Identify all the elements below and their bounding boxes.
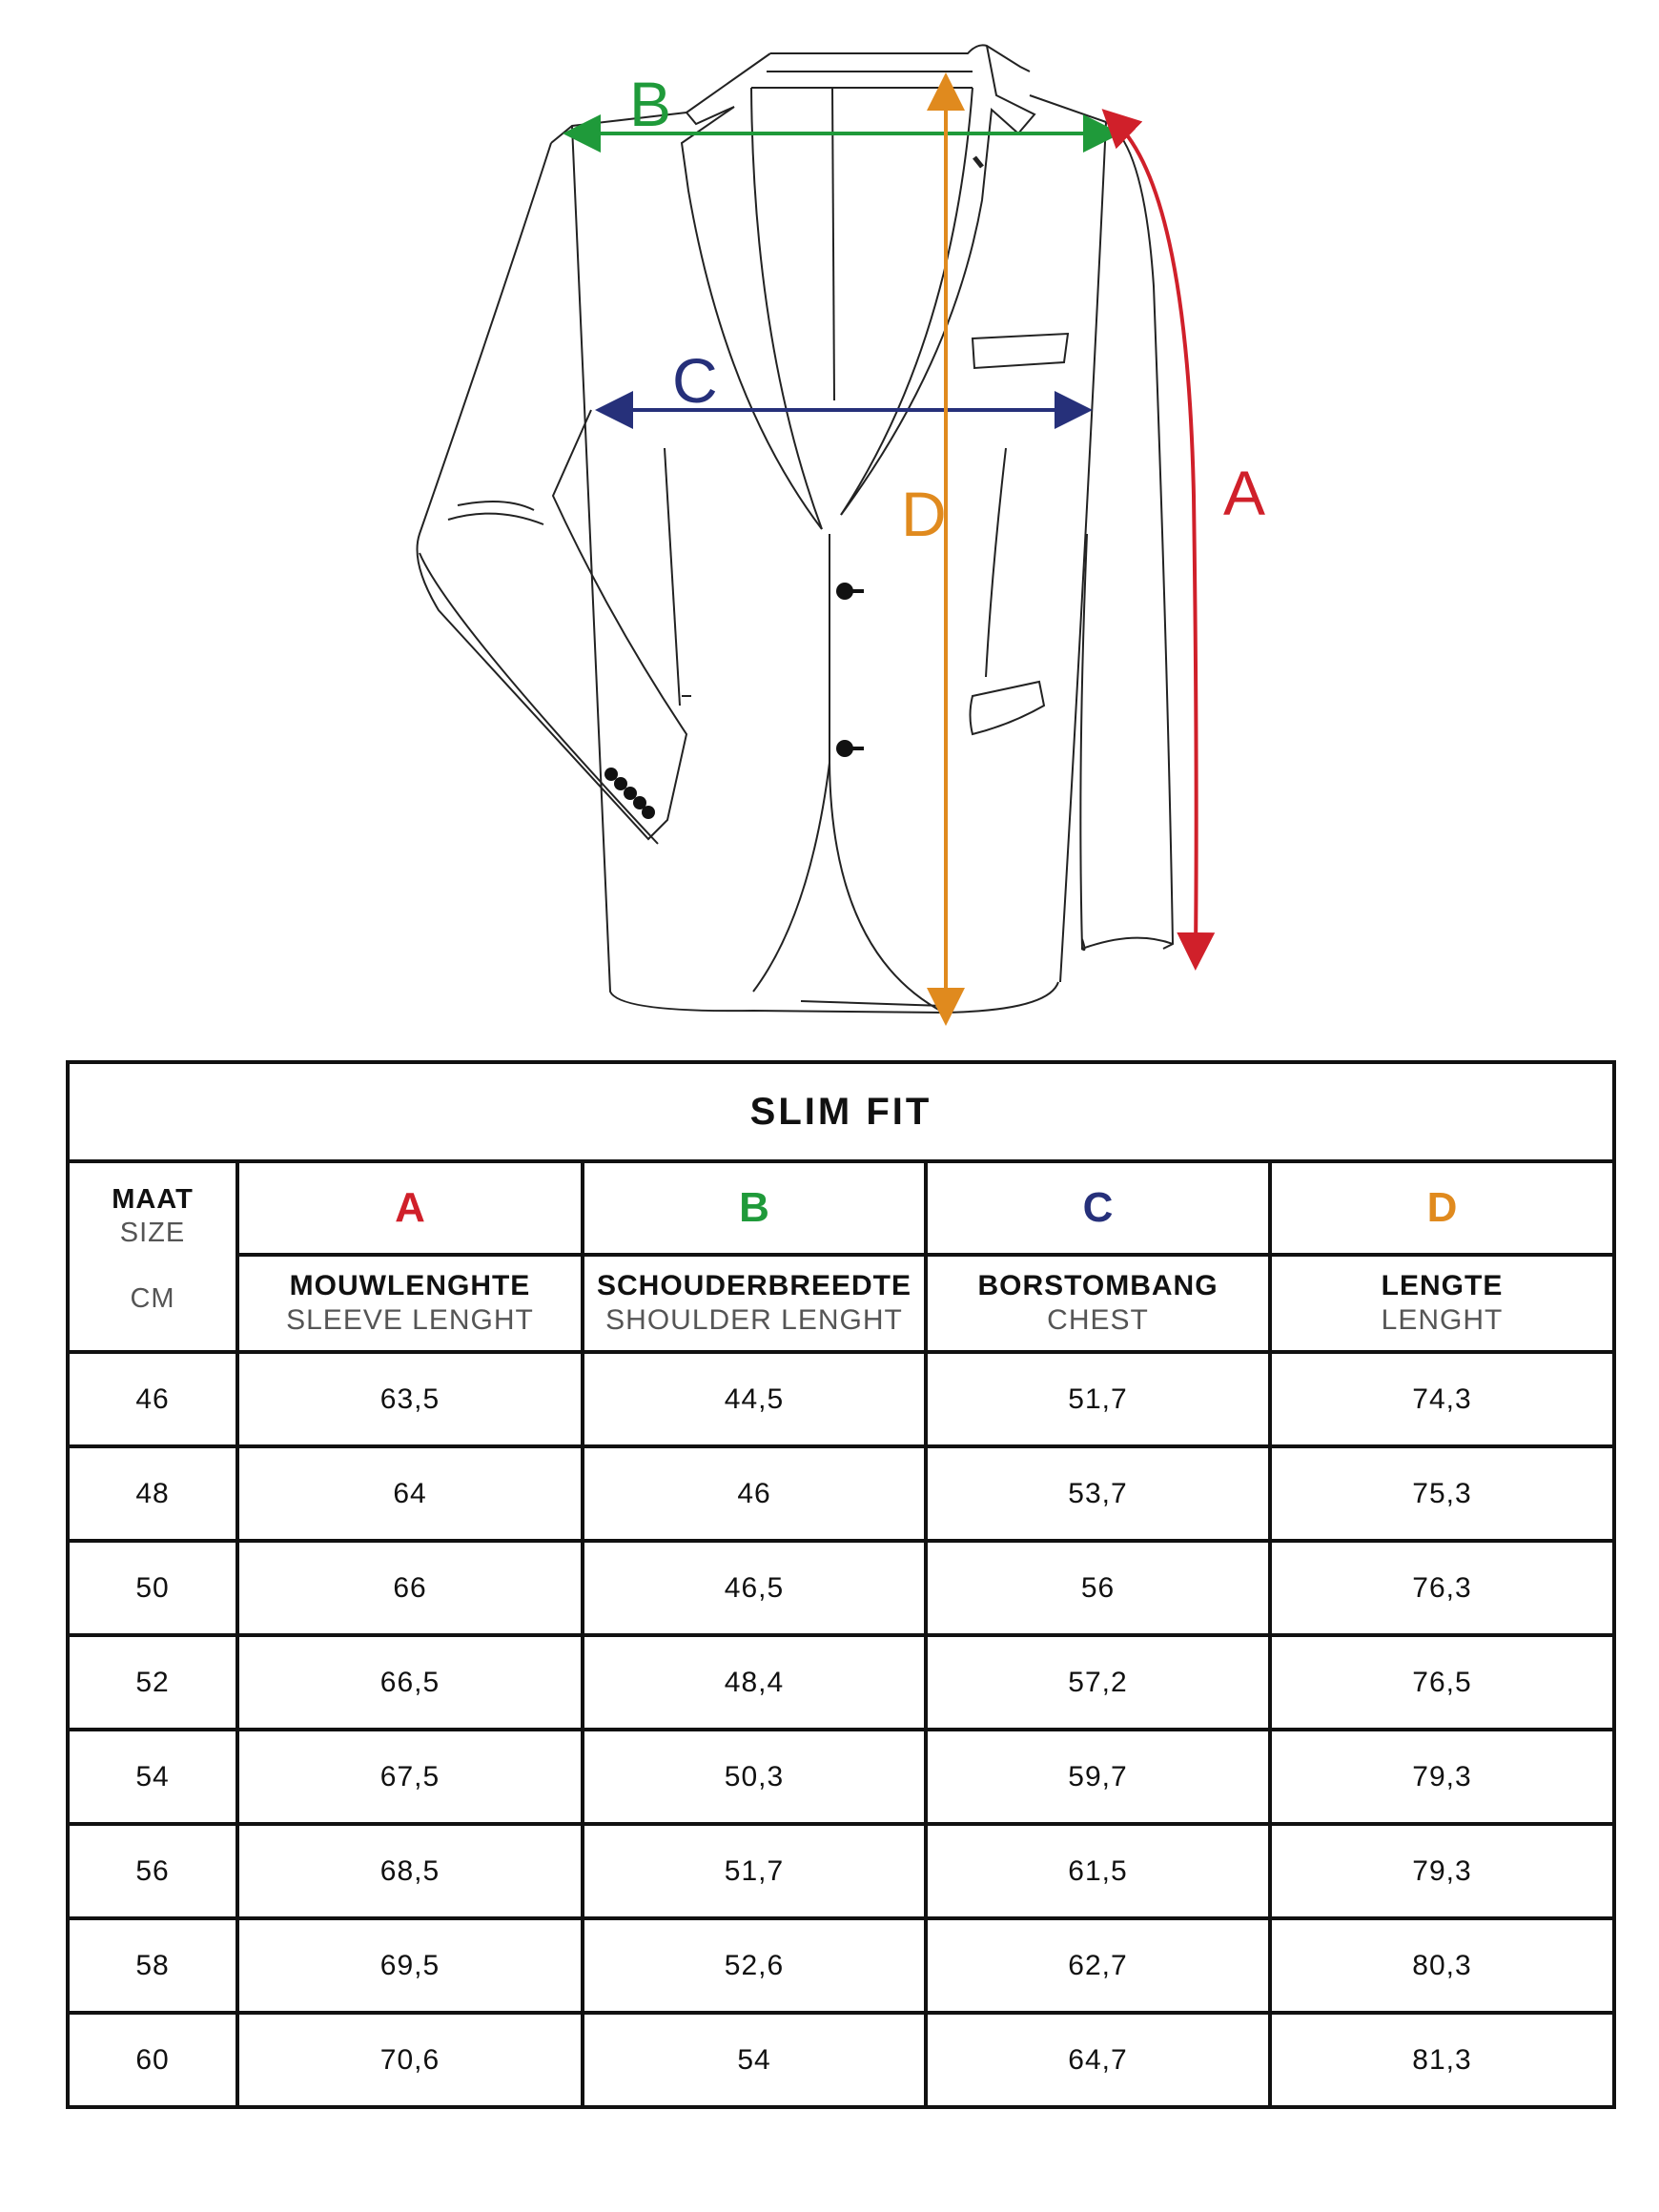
- table-row: [70, 1543, 1612, 1637]
- chest-value: 56: [1080, 1571, 1116, 1604]
- table-header: [70, 1163, 1612, 1354]
- column-d-label-nl: LENGTE: [1381, 1270, 1504, 1301]
- column-b-label-nl: SCHOUDERBREEDTE: [596, 1270, 912, 1301]
- jacket-outline: [418, 45, 1174, 1013]
- size-column-header: [70, 1163, 239, 1350]
- measurement-letters-row: [239, 1163, 1612, 1257]
- length-value: 79,3: [1412, 1760, 1472, 1792]
- length-value: 74,3: [1412, 1382, 1472, 1415]
- sleeve-value: 64: [393, 1477, 427, 1509]
- shoulder-value: 46: [737, 1477, 771, 1509]
- shoulder-value: 48,4: [724, 1666, 785, 1698]
- table-row: [70, 1637, 1612, 1731]
- size-value: 56: [135, 1854, 170, 1887]
- measurement-labels-row: [239, 1257, 1612, 1350]
- column-b-header: [584, 1257, 928, 1350]
- column-b-letter-cell: [584, 1163, 928, 1253]
- shoulder-value: 52,6: [724, 1949, 785, 1981]
- table-row: [70, 2015, 1612, 2105]
- column-a-label-nl: MOUWLENGHTE: [289, 1270, 531, 1301]
- chest-value: 53,7: [1068, 1477, 1128, 1509]
- label-b: B: [629, 69, 672, 139]
- sleeve-value: 67,5: [379, 1760, 440, 1792]
- column-c-header: [928, 1257, 1272, 1350]
- sleeve-value: 66: [393, 1571, 427, 1604]
- size-value: 58: [135, 1949, 170, 1981]
- size-value: 60: [135, 2043, 170, 2076]
- column-d-header: [1272, 1257, 1612, 1350]
- jacket-measurement-diagram: [0, 0, 1659, 1030]
- sleeve-value: 63,5: [379, 1382, 440, 1415]
- length-value: 80,3: [1412, 1949, 1472, 1981]
- shoulder-value: 50,3: [724, 1760, 785, 1792]
- length-value: 79,3: [1412, 1854, 1472, 1887]
- size-value: 48: [135, 1477, 170, 1509]
- chest-value: 59,7: [1068, 1760, 1128, 1792]
- size-header-en: SIZE: [119, 1218, 186, 1248]
- size-value: 54: [135, 1760, 170, 1792]
- sleeve-arrow: [1116, 122, 1197, 952]
- column-d-label-en: LENGHT: [1381, 1304, 1504, 1336]
- shoulder-value: 46,5: [724, 1571, 785, 1604]
- chest-value: 61,5: [1068, 1854, 1128, 1887]
- column-a-label-en: SLEEVE LENGHT: [286, 1304, 534, 1336]
- sleeve-value: 68,5: [379, 1854, 440, 1887]
- table-title: SLIM FIT: [749, 1090, 932, 1133]
- chest-value: 62,7: [1068, 1949, 1128, 1981]
- table-title-row: [70, 1064, 1612, 1163]
- chest-value: 64,7: [1068, 2043, 1128, 2076]
- table-row: [70, 1731, 1612, 1826]
- shoulder-value: 51,7: [724, 1854, 785, 1887]
- shoulder-value: 44,5: [724, 1382, 785, 1415]
- shoulder-value: 54: [737, 2043, 771, 2076]
- sleeve-value: 69,5: [379, 1949, 440, 1981]
- size-header-unit: CM: [130, 1283, 175, 1314]
- column-c-letter: C: [1082, 1184, 1114, 1231]
- size-value: 52: [135, 1666, 170, 1698]
- jacket-buttons: [604, 583, 864, 819]
- size-value: 46: [135, 1382, 170, 1415]
- column-b-letter: B: [739, 1184, 769, 1231]
- column-d-letter: D: [1426, 1184, 1458, 1231]
- column-a-header: [239, 1257, 584, 1350]
- size-header-nl: MAAT: [112, 1184, 194, 1215]
- column-a-letter: A: [395, 1184, 425, 1231]
- label-c: C: [672, 345, 718, 416]
- column-a-letter-cell: [239, 1163, 584, 1253]
- column-d-letter-cell: [1272, 1163, 1612, 1253]
- length-value: 76,3: [1412, 1571, 1472, 1604]
- size-value: 50: [135, 1571, 170, 1604]
- jacket-drawing: [0, 0, 1659, 1030]
- chest-value: 51,7: [1068, 1382, 1128, 1415]
- table-row: [70, 1354, 1612, 1448]
- chest-value: 57,2: [1068, 1666, 1128, 1698]
- table-row: [70, 1826, 1612, 1920]
- column-c-label-nl: BORSTOMBANG: [977, 1270, 1219, 1301]
- length-value: 81,3: [1412, 2043, 1472, 2076]
- column-b-label-en: SHOULDER LENGHT: [605, 1304, 903, 1336]
- label-d: D: [901, 479, 947, 549]
- label-a: A: [1223, 458, 1266, 528]
- table-row: [70, 1920, 1612, 2015]
- length-value: 75,3: [1412, 1477, 1472, 1509]
- table-row: [70, 1448, 1612, 1543]
- sleeve-value: 70,6: [379, 2043, 440, 2076]
- column-c-label-en: CHEST: [1047, 1304, 1149, 1336]
- column-c-letter-cell: [928, 1163, 1272, 1253]
- size-chart-table: [66, 1060, 1616, 2109]
- sleeve-value: 66,5: [379, 1666, 440, 1698]
- length-value: 76,5: [1412, 1666, 1472, 1698]
